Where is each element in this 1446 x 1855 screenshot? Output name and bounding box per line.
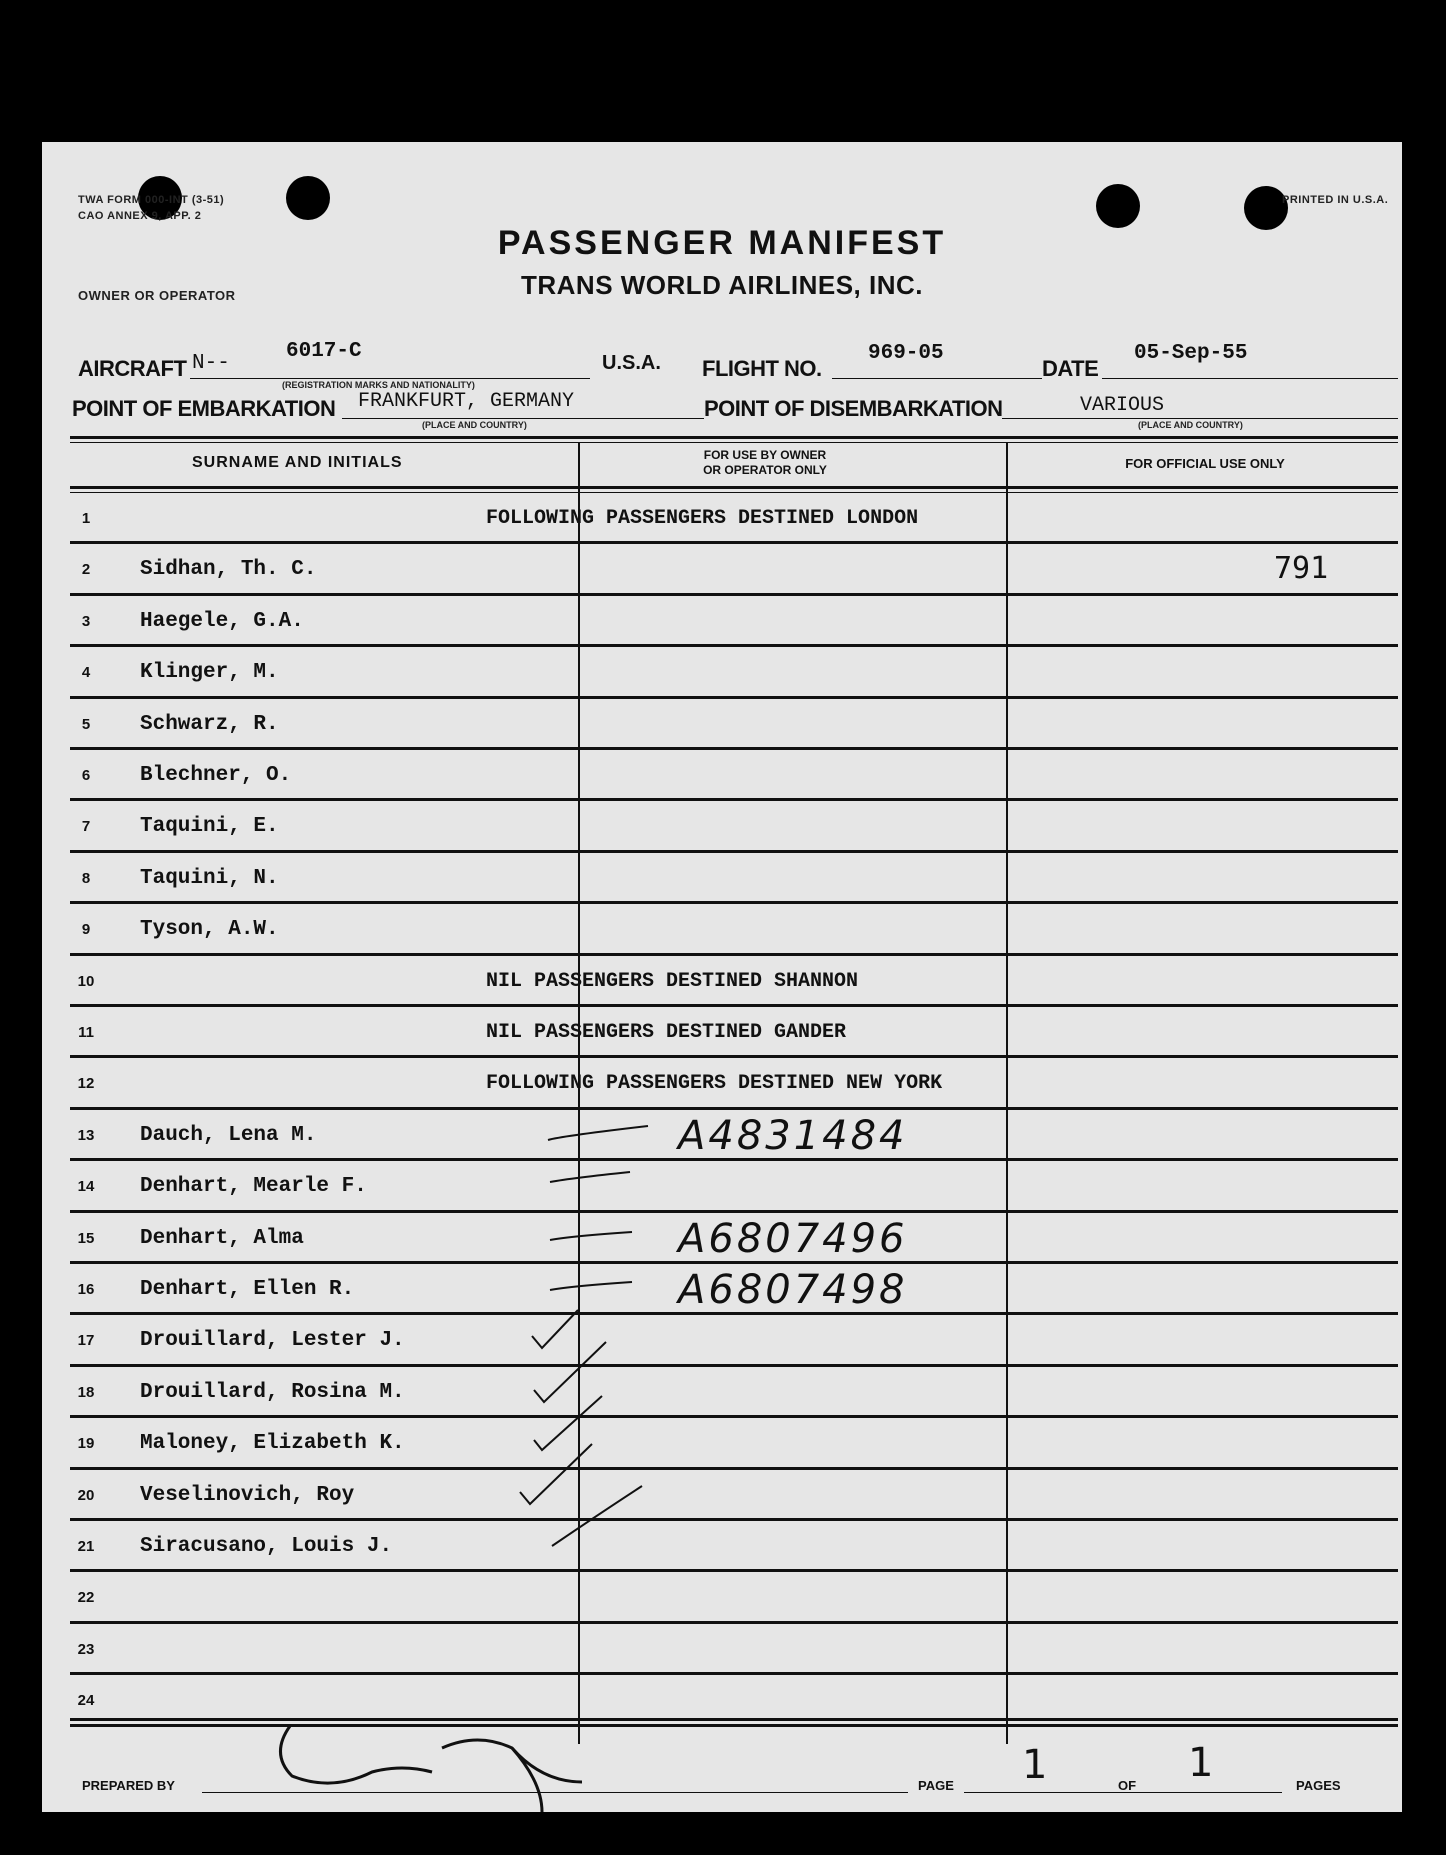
aircraft-prefix: N-- [192, 352, 230, 375]
embarkation-label: POINT OF EMBARKATION [72, 396, 336, 421]
prepared-by-label: PREPARED BY [82, 1778, 175, 1793]
passenger-name: Drouillard, Rosina M. [140, 1380, 405, 1404]
destination-note: NIL PASSENGERS DESTINED SHANNON [486, 969, 859, 993]
page-value: 1 [1022, 1742, 1048, 1788]
passenger-name: Denhart, Mearle F. [140, 1175, 367, 1199]
passenger-name: Haegele, G.A. [140, 609, 304, 633]
date-label: DATE [1042, 356, 1099, 381]
of-value: 1 [1188, 1740, 1214, 1786]
page-title: PASSENGER MANIFEST [497, 224, 947, 262]
dash-mark [550, 1232, 632, 1240]
row-number: 5 [81, 715, 91, 733]
signature [280, 1726, 582, 1812]
destination-note: FOLLOWING PASSENGERS DESTINED LONDON [486, 507, 919, 530]
passport-number: A6807496 [678, 1215, 908, 1262]
passenger-name: Sidhan, Th. C. [140, 558, 317, 582]
passenger-name: Siracusano, Louis J. [140, 1535, 393, 1558]
row-number: 21 [77, 1538, 95, 1555]
row-number: 16 [77, 1281, 95, 1298]
disembarkation-caption: (PLACE AND COUNTRY) [1138, 420, 1243, 430]
row-number: 9 [81, 921, 91, 939]
passenger-name: Dauch, Lena M. [140, 1123, 317, 1147]
passport-number: A4831484 [678, 1112, 908, 1159]
dash-mark [550, 1172, 630, 1182]
column-name-header: SURNAME AND INITIALS [192, 454, 403, 471]
passenger-name: Klinger, M. [140, 661, 279, 685]
row-number: 7 [81, 818, 91, 836]
passenger-name: Tyson, A.W. [140, 918, 279, 942]
row-number: 11 [78, 1024, 94, 1041]
printed-in: PRINTED IN U.S.A. [1282, 194, 1389, 206]
aircraft-value: 6017-C [286, 340, 362, 363]
row-number: 18 [77, 1383, 95, 1401]
passenger-name: Drouillard, Lester J. [140, 1329, 405, 1353]
passenger-name: Denhart, Ellen R. [140, 1278, 355, 1301]
row-number: 20 [77, 1486, 95, 1504]
of-label: OF [1118, 1778, 1137, 1793]
dash-mark [548, 1126, 648, 1140]
column-owner-header-line1: FOR USE BY OWNER [703, 448, 827, 462]
aircraft-caption: (REGISTRATION MARKS AND NATIONALITY) [282, 380, 475, 390]
row-number: 22 [77, 1589, 95, 1607]
row-number: 24 [77, 1692, 95, 1710]
embarkation-caption: (PLACE AND COUNTRY) [422, 420, 527, 430]
row-number: 6 [81, 767, 91, 784]
pages-label: PAGES [1296, 1778, 1341, 1793]
aircraft-label: AIRCRAFT [78, 356, 187, 381]
date-value: 05-Sep-55 [1134, 342, 1248, 365]
flight-label: FLIGHT NO. [702, 356, 822, 381]
destination-note: NIL PASSENGERS DESTINED GANDER [486, 1021, 847, 1044]
passenger-name: Taquini, E. [140, 815, 279, 839]
flight-value: 969-05 [868, 342, 944, 365]
check-mark [534, 1396, 602, 1450]
row-number: 3 [81, 612, 91, 630]
row-number: 13 [77, 1126, 95, 1144]
row-number: 10 [77, 972, 95, 990]
passenger-name: Taquini, N. [140, 866, 279, 890]
destination-note: FOLLOWING PASSENGERS DESTINED NEW YORK [486, 1072, 943, 1096]
manifest-sheet [42, 142, 1402, 1812]
row-number: 2 [81, 561, 91, 579]
row-number: 4 [81, 664, 91, 682]
check-mark [532, 1310, 578, 1348]
row-number: 15 [77, 1229, 95, 1247]
passport-number: A6807498 [678, 1267, 908, 1313]
row-number: 1 [81, 510, 91, 527]
page-label: PAGE [918, 1778, 954, 1793]
column-official-header: FOR OFFICIAL USE ONLY [1125, 456, 1285, 471]
embarkation-value: FRANKFURT, GERMANY [358, 390, 575, 413]
dash-mark [550, 1282, 632, 1290]
handwritten-marks [42, 142, 1402, 1812]
row-number: 19 [77, 1435, 95, 1453]
nationality: U.S.A. [602, 352, 661, 374]
owner-label: OWNER OR OPERATOR [78, 288, 236, 303]
disembarkation-label: POINT OF DISEMBARKATION [704, 396, 1003, 421]
passenger-name: Veselinovich, Roy [140, 1483, 355, 1507]
passenger-name: Blechner, O. [140, 764, 292, 787]
airline-name: TRANS WORLD AIRLINES, INC. [520, 270, 924, 300]
passenger-name: Maloney, Elizabeth K. [140, 1432, 405, 1456]
official-entry: 791 [1274, 551, 1329, 587]
row-number: 12 [77, 1075, 95, 1093]
passenger-name: Denhart, Alma [140, 1226, 304, 1250]
check-mark [552, 1486, 642, 1546]
check-mark [534, 1342, 606, 1402]
row-number: 17 [77, 1332, 95, 1350]
form-ref-line2: CAO ANNEX 9, APP. 2 [78, 210, 202, 222]
passenger-name: Schwarz, R. [140, 712, 279, 736]
disembarkation-value: VARIOUS [1080, 394, 1165, 417]
row-number: 14 [77, 1178, 95, 1196]
row-number: 23 [77, 1640, 95, 1658]
row-number: 8 [81, 869, 91, 887]
form-ref-line1: TWA FORM 000-INT (3-51) [78, 194, 225, 206]
column-owner-header-line2: OR OPERATOR ONLY [703, 463, 827, 477]
check-mark [520, 1444, 592, 1504]
